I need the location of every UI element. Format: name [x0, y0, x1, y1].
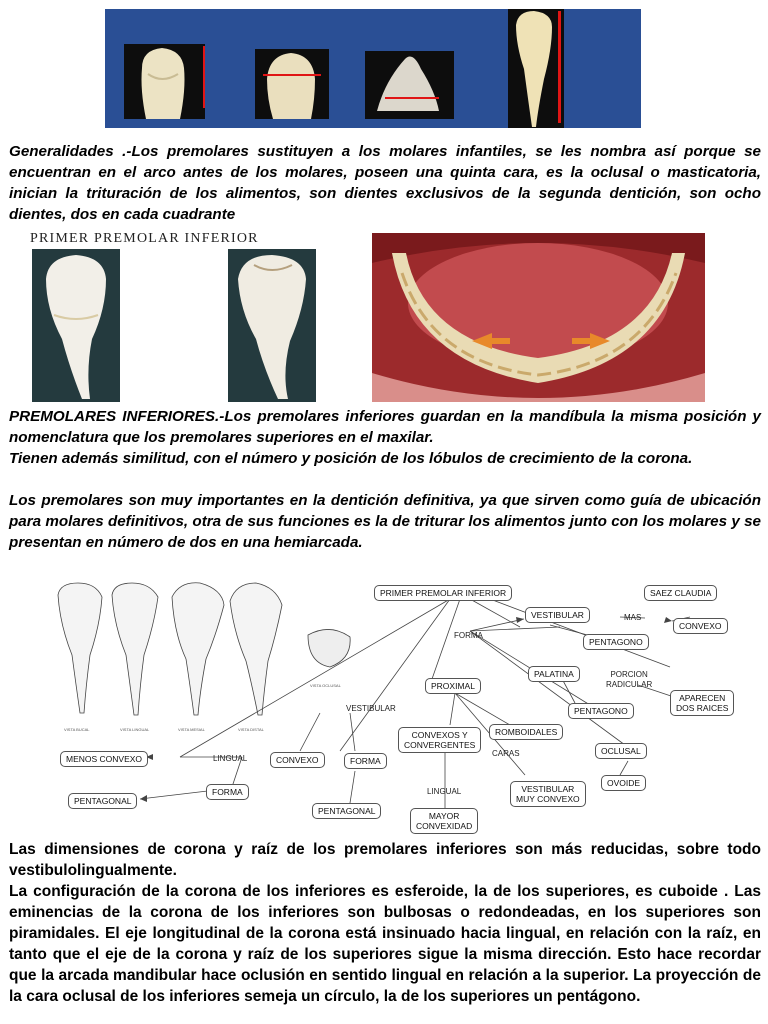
map-author-node: SAEZ CLAUDIA: [644, 585, 717, 601]
premolares-inferiores-section: [9, 406, 761, 553]
map-node-ovoide: OVOIDE: [601, 775, 646, 791]
map-node-proximal: PROXIMAL: [425, 678, 481, 694]
map-node-convexo-right: CONVEXO: [673, 618, 728, 634]
intro-lead: Generalidades .-: [9, 143, 132, 160]
premolar-photo-buccal: [32, 249, 120, 402]
map-label-mas: MAS: [624, 613, 642, 622]
caption-bucal: VISTA BUCAL: [64, 727, 90, 732]
map-node-palatina: PALATINA: [528, 666, 580, 682]
map-label-forma: FORMA: [454, 631, 483, 640]
map-lines: [50, 575, 760, 835]
mandible-photo: [372, 233, 705, 402]
map-label-lingual: LINGUAL: [213, 754, 248, 763]
premolar-photo-lingual: [228, 249, 316, 402]
map-node-oclusal: OCLUSAL: [595, 743, 647, 759]
map-label-porcion: PORCION RADICULAR: [606, 670, 653, 689]
caption-oclusal: VISTA OCLUSAL: [310, 683, 341, 688]
map-node-pentagono-mid: PENTAGONO: [568, 703, 634, 719]
map-node-romboidales: ROMBOIDALES: [489, 724, 563, 740]
premolares-p3: Los premolares son muy importantes en la dentición definitiva, ya que sirven como guía de ubicación para molares definitivos, otra de sus funciones es la de triturar los alimentos junto con los molares y se presentan en número de dos en una hemiarcada.: [9, 492, 761, 551]
tooth-photo-4: [508, 9, 564, 128]
tooth-photo-3: [365, 51, 454, 119]
dimensiones-p2: La configuración de la corona de los inferiores es esferoide, la de los superiores, es cuboide . Las eminencias de la corona de los inferiores son bulbosas o redondeadas, en los superiores son piramidales. El eje longitudinal de la corona está insinuado hacia lingual, en relación con la raíz, en tanto que el eje de la corona y raíz de los superiores sigue la misma dirección. Esto hace recordar que la arcada mandibular hace oclusión en sentido lingual en relación a la superior. La proyección de la cara oclusal de los inferiores semeja un círculo, la de los superiores un pentágono.: [9, 883, 761, 1005]
map-node-pentagonal-left: PENTAGONAL: [68, 793, 137, 809]
caption-mesial: VISTA MESIAL: [178, 727, 205, 732]
map-node-pentagono-top: PENTAGONO: [583, 634, 649, 650]
map-node-forma-mid: FORMA: [344, 753, 387, 769]
map-node-vestibular-muy: VESTIBULAR MUY CONVEXO: [510, 781, 586, 807]
tooth-photo-2: [255, 49, 329, 119]
map-label-caras: CARAS: [492, 749, 520, 758]
figure-label: PRIMER PREMOLAR INFERIOR: [30, 231, 259, 246]
map-label-lingual2: LINGUAL: [427, 787, 462, 796]
dimensiones-p1: Las dimensiones de corona y raíz de los premolares inferiores son más reducidas, sobre todo vestibulolingualmente.: [9, 841, 761, 879]
map-node-convexo-left: CONVEXO: [270, 752, 325, 768]
teeth-banner: [105, 9, 641, 128]
premolares-p1: PREMOLARES INFERIORES.-Los premolares inferiores guardan en la mandíbula la misma posición y nomenclatura que los premolares superiores en el maxilar.: [9, 408, 761, 446]
dimensiones-section: [9, 839, 761, 1007]
map-node-forma-left: FORMA: [206, 784, 249, 800]
caption-distal: VISTA DISTAL: [238, 727, 264, 732]
map-node-aparecen: APARECEN DOS RAICES: [670, 690, 734, 716]
map-node-vestibular: VESTIBULAR: [525, 607, 590, 623]
concept-map: [50, 575, 760, 835]
tooth-photo-1: [124, 44, 205, 119]
intro-paragraph: [9, 141, 761, 225]
map-node-convexos: CONVEXOS Y CONVERGENTES: [398, 727, 481, 753]
intro-text: Los premolares sustituyen a los molares infantiles, se les nombra así porque se encuentran en el arco antes de los molares, poseen una quinta cara, es la oclusal o masticatoria, inician la trituración de los alimentos, son dientes exclusivos de la segunda dentición, son ocho dientes, dos en cada cuadrante: [9, 143, 761, 223]
map-node-menos-convexo: MENOS CONVEXO: [60, 751, 148, 767]
premolares-p2: Tienen además similitud, con el número y posición de los lóbulos de crecimiento de la corona.: [9, 450, 693, 467]
map-node-pentagonal-mid: PENTAGONAL: [312, 803, 381, 819]
map-label-vestibular: VESTIBULAR: [346, 704, 396, 713]
map-root-node: PRIMER PREMOLAR INFERIOR: [374, 585, 512, 601]
map-node-mayor: MAYOR CONVEXIDAD: [410, 808, 478, 834]
caption-lingual: VISTA LINGUAL: [120, 727, 150, 732]
